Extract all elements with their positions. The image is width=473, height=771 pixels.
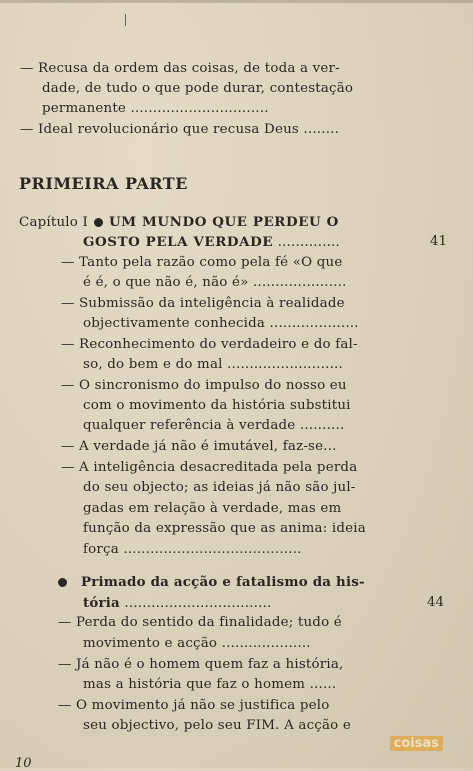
chapter-title-1: UM MUNDO QUE PERDEU O [108, 214, 339, 230]
toc-line: — Tanto pela razão como pela fé «O que [61, 255, 343, 270]
toc-line: força ........................................ [83, 542, 302, 557]
chapter-title-line-1 [19, 212, 339, 233]
intro-line-4: — Ideal revolucionário que recusa Deus ........ [20, 122, 340, 137]
toc-line: — A inteligência desacreditada pela perda [61, 460, 358, 475]
toc-line: objectivamente conhecida .................... [83, 316, 359, 331]
toc-line: gadas em relação à verdade, mas em [83, 501, 342, 516]
toc-line: função da expressão que as anima: ideia [83, 521, 366, 536]
page-edge [0, 0, 473, 3]
toc-line: — Perda do sentido da finalidade; tudo é [58, 615, 342, 630]
section-title-1: Primado da acção e fatalismo da his- [81, 574, 365, 590]
watermark-logo: coisas [390, 736, 443, 751]
section-title-dots: ................................. [124, 596, 272, 611]
toc-line: do seu objecto; as ideias já não são jul- [83, 480, 356, 495]
toc-line: é é, o que não é, não é» ..................... [83, 275, 347, 290]
chapter-page-number: 41 [430, 234, 448, 249]
toc-line: — O sincronismo do impulso do nosso eu [61, 378, 347, 393]
toc-line: seu objectivo, pelo seu FIM. A acção e [83, 718, 352, 733]
chapter-title-2: GOSTO PELA VERDADE [83, 234, 274, 250]
toc-line: — A verdade já não é imutável, faz-se... [61, 439, 337, 454]
page-number: 10 [15, 756, 32, 771]
toc-line: — O movimento já não se justifica pelo [58, 698, 330, 713]
toc-line: mas a história que faz o homem ...... [83, 677, 337, 692]
toc-line: — Submissão da inteligência à realidade [61, 296, 345, 311]
toc-line: — Reconhecimento do verdadeiro e do fal- [61, 337, 358, 352]
bullet-icon [94, 218, 103, 227]
bullet-icon [58, 578, 67, 587]
toc-line: — Já não é o homem quem faz a história, [58, 657, 344, 672]
section-title-line-2 [83, 593, 271, 614]
section-title-line-1 [58, 572, 365, 593]
section-title-2: tória [83, 595, 120, 611]
intro-line-1: — Recusa da ordem das coisas, de toda a ver- [20, 61, 340, 76]
chapter-title-dots: .............. [277, 235, 341, 250]
intro-line-3: permanente ............................... [42, 101, 269, 116]
part-heading: PRIMEIRA PARTE [19, 174, 188, 193]
toc-line: movimento e acção .................... [83, 636, 311, 651]
chapter-prefix: Capítulo I [19, 215, 88, 230]
toc-line: com o movimento da história substitui [83, 398, 351, 413]
toc-line: qualquer referência à verdade .......... [83, 418, 345, 433]
section-page-number: 44 [427, 595, 445, 610]
pencil-mark [125, 14, 126, 26]
intro-line-2: dade, de tudo o que pode durar, contestação [42, 81, 354, 96]
chapter-title-line-2 [83, 232, 340, 253]
toc-line: so, do bem e do mal .......................... [83, 357, 343, 372]
